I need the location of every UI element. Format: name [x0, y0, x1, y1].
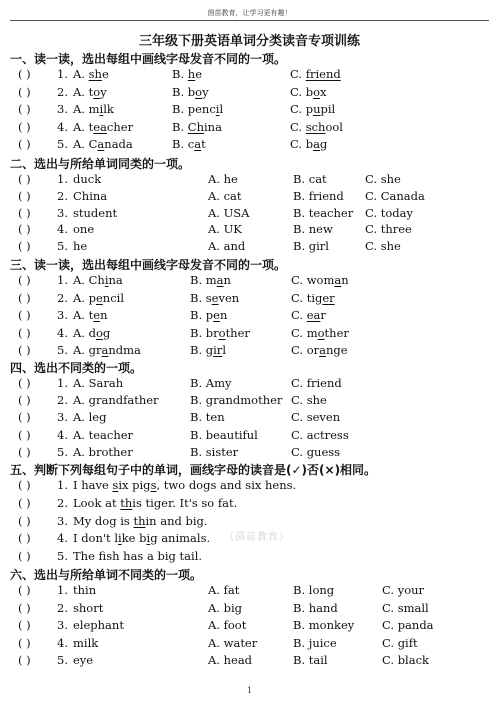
answer-parens: ( ): [18, 444, 31, 459]
answer-parens: ( ): [18, 67, 31, 81]
answer-parens: ( ): [18, 188, 31, 203]
option-a: A. China: [73, 273, 123, 287]
option-b: B. girl: [293, 239, 329, 254]
answer-parens: ( ): [18, 290, 31, 305]
option-a: A. she: [73, 67, 109, 81]
question-row: [10, 291, 490, 308]
option-c: C. small: [382, 600, 429, 615]
answer-parens: ( ): [18, 376, 31, 390]
option-c: C. box: [290, 84, 327, 99]
sentence-underline: s: [150, 478, 157, 492]
question-row: [10, 653, 490, 670]
option-b: B. man: [190, 273, 231, 287]
option-c: C. mother: [291, 325, 349, 340]
section-1-title: 一、读一读，选出每组中画线字母发音不同的一项。: [10, 52, 287, 66]
option-c: C. black: [382, 653, 430, 668]
question-number: 2.: [57, 495, 68, 510]
answer-parens: ( ): [18, 583, 31, 597]
question-number: 4.: [57, 635, 68, 650]
section-6-title: 六、选出与所给单词不同类的一项。: [10, 568, 203, 582]
option-b-underline: e: [213, 308, 220, 322]
given-word: duck: [73, 172, 102, 186]
option-c: C. gift: [382, 635, 418, 650]
option-c: C. friend: [291, 376, 342, 390]
question-number: 1.: [57, 478, 68, 492]
option-c: C. friend: [290, 67, 341, 81]
question-number: 5.: [57, 444, 68, 459]
answer-parens: ( ): [18, 222, 31, 237]
option-b-underline: Ch: [187, 119, 204, 134]
option-c-underline: o: [313, 84, 320, 99]
question-row: [10, 137, 490, 154]
option-a: A. UK: [208, 222, 242, 237]
question-row: [10, 326, 490, 343]
question-number: 3.: [57, 513, 68, 528]
answer-parens: ( ): [18, 410, 31, 425]
option-b: B. tail: [293, 653, 328, 668]
question-number: 2.: [57, 84, 68, 99]
option-c: C. actress: [291, 427, 349, 442]
question-number: 1.: [57, 273, 68, 287]
option-a: A. cat: [208, 188, 242, 203]
question-number: 5.: [57, 653, 68, 668]
given-word: China: [73, 188, 108, 203]
question-number: 5.: [57, 549, 68, 564]
option-b: B. beautiful: [190, 427, 258, 442]
question-row: [10, 478, 490, 495]
option-a: A. head: [208, 653, 253, 668]
option-a: A. ten: [73, 308, 108, 322]
answer-parens: ( ): [18, 635, 31, 650]
answer-parens: ( ): [18, 495, 31, 510]
question-row: [10, 343, 490, 360]
question-number: 5.: [57, 239, 68, 254]
question-number: 1.: [57, 583, 68, 597]
answer-parens: ( ): [18, 119, 31, 134]
question-number: 4.: [57, 222, 68, 237]
option-c: C. she: [291, 393, 327, 408]
section-5-title: 五、判断下列每组句子中的单词，画线字母的读音是(✓)否(×)相同。: [10, 463, 377, 477]
answer-parens: ( ): [18, 172, 31, 186]
question-row: [10, 393, 490, 410]
question-row: [10, 273, 490, 290]
option-a: A. leg: [73, 410, 107, 425]
option-c-underline: er: [322, 290, 335, 305]
option-b: B. cat: [293, 172, 327, 186]
option-c: C. tiger: [291, 290, 335, 305]
option-b: B. pencil: [172, 102, 224, 117]
answer-parens: ( ): [18, 600, 31, 615]
option-a: A. teacher: [73, 119, 134, 134]
page-header: 茵苗教育，让学习更有趣！: [207, 9, 292, 17]
option-c: C. she: [365, 239, 401, 254]
option-a: A. fat: [208, 583, 240, 597]
answer-parens: ( ): [18, 393, 31, 408]
question-row: [10, 410, 490, 427]
question-number: 1.: [57, 376, 68, 390]
given-word: student: [73, 205, 118, 220]
option-a-underline: o: [95, 325, 103, 340]
question-number: 5.: [57, 343, 68, 357]
option-a-underline: i: [99, 102, 104, 117]
question-row: [10, 618, 490, 635]
question-row: [10, 601, 490, 618]
option-a: A. water: [208, 635, 258, 650]
question-number: 1.: [57, 172, 68, 186]
section-2-title: 二、选出与所给单词同类的一项。: [10, 157, 191, 171]
option-b-underline: h: [187, 67, 196, 81]
question-number: 2.: [57, 393, 68, 408]
answer-parens: ( ): [18, 478, 31, 492]
option-a: A. grandfather: [73, 393, 159, 408]
option-c-underline: u: [313, 102, 321, 117]
given-word: one: [73, 222, 95, 237]
option-b: B. new: [293, 222, 333, 237]
question-number: 1.: [57, 67, 68, 81]
option-b: B. teacher: [293, 205, 354, 220]
option-c: C. today: [365, 205, 413, 220]
option-a: A. Sarah: [73, 376, 124, 390]
option-b-underline: i: [215, 102, 220, 117]
question-number: 4.: [57, 427, 68, 442]
question-number: 3.: [57, 102, 68, 117]
option-a-underline: a: [101, 343, 109, 357]
sentence: I have six pigs, two dogs and six hens.: [73, 478, 297, 492]
question-row: [10, 189, 490, 206]
question-row: [10, 120, 490, 137]
answer-parens: ( ): [18, 549, 31, 564]
given-word: milk: [73, 635, 99, 650]
question-number: 4.: [57, 531, 68, 546]
option-a-underline: sh: [88, 67, 102, 81]
option-c-underline: a: [319, 343, 326, 357]
question-row: [10, 102, 490, 119]
question-row: [10, 239, 490, 256]
option-c: C. guess: [291, 444, 341, 459]
option-c: C. woman: [291, 273, 349, 287]
answer-parens: ( ): [18, 273, 31, 287]
option-a: A. Canada: [73, 137, 133, 152]
option-c: C. your: [382, 583, 425, 597]
option-b-underline: ir: [213, 343, 223, 357]
option-c: C. three: [365, 222, 412, 237]
option-c: C. seven: [291, 410, 341, 425]
question-number: 3.: [57, 410, 68, 425]
page-number: 1: [246, 686, 253, 695]
option-b: B. long: [293, 583, 335, 597]
sentence-underline: i: [146, 531, 151, 546]
option-b: B. sister: [190, 444, 239, 459]
option-a: A. USA: [208, 205, 250, 220]
answer-parens: ( ): [18, 653, 31, 668]
option-a: A. dog: [73, 325, 111, 340]
option-b-underline: a: [194, 137, 202, 152]
question-row: [10, 376, 490, 393]
option-a: A. milk: [73, 102, 114, 117]
option-a: A. pencil: [73, 290, 124, 305]
answer-parens: ( ): [18, 513, 31, 528]
option-b: B. juice: [293, 635, 337, 650]
option-b-underline: o: [218, 325, 226, 340]
question-row: [10, 67, 490, 84]
option-b: B. girl: [190, 343, 226, 357]
answer-parens: ( ): [18, 325, 31, 340]
option-c: C. school: [290, 119, 343, 134]
question-row: [10, 496, 490, 513]
sentence: Look at this tiger. It's so fat.: [73, 495, 238, 510]
option-a-underline: ea: [93, 119, 107, 134]
given-word: eye: [73, 653, 94, 668]
option-a: A. teacher: [73, 427, 134, 442]
option-a-underline: i: [104, 273, 109, 287]
option-b: B. he: [172, 67, 202, 81]
option-b: B. monkey: [293, 618, 355, 633]
option-b: B. cat: [172, 137, 206, 152]
sentence: I don't like big animals.: [73, 531, 211, 546]
sentence-underline: s: [112, 478, 119, 492]
question-row: [10, 445, 490, 462]
option-c: C. bag: [290, 137, 328, 152]
given-word: short: [73, 600, 104, 615]
question-number: 4.: [57, 119, 68, 134]
option-a-underline: a: [97, 137, 105, 152]
option-b: B. boy: [172, 84, 209, 99]
option-c: C. Canada: [365, 188, 425, 203]
question-row: [10, 428, 490, 445]
answer-parens: ( ): [18, 427, 31, 442]
option-b: B. grandmother: [190, 393, 283, 408]
option-c-underline: friend: [305, 67, 341, 81]
answer-parens: ( ): [18, 102, 31, 117]
header-rule: [10, 20, 489, 21]
answer-parens: ( ): [18, 137, 31, 152]
option-c-underline: o: [317, 325, 325, 340]
option-c-underline: a: [313, 137, 320, 152]
sentence: The fish has a big tail.: [73, 549, 203, 564]
answer-parens: ( ): [18, 343, 31, 357]
answer-parens: ( ): [18, 205, 31, 220]
answer-parens: ( ): [18, 531, 31, 546]
option-c-underline: sch: [305, 119, 326, 134]
option-a-underline: e: [93, 308, 101, 322]
option-a: A. he: [208, 172, 238, 186]
question-row: [10, 549, 490, 566]
option-b: B. Amy: [190, 376, 232, 390]
option-b-underline: e: [211, 290, 219, 305]
option-a: A. brother: [73, 444, 133, 459]
question-row: [10, 172, 490, 189]
option-a: A. foot: [208, 618, 247, 633]
sentence-underline: i: [118, 531, 122, 546]
option-b: B. seven: [190, 290, 240, 305]
sentence-underline: th: [120, 495, 133, 510]
question-number: 2.: [57, 600, 68, 615]
option-a-underline: e: [95, 290, 103, 305]
given-word: thin: [73, 583, 97, 597]
question-row: [10, 85, 490, 102]
option-b: B. ten: [190, 410, 225, 425]
question-number: 2.: [57, 290, 68, 305]
sentence: My dog is thin and big.: [73, 513, 208, 528]
option-a: A. and: [208, 239, 246, 254]
option-a-underline: o: [93, 84, 101, 99]
option-c: C. orange: [291, 343, 348, 357]
option-a: A. big: [208, 600, 243, 615]
question-row: [10, 222, 490, 239]
option-c-underline: ea: [306, 308, 321, 322]
question-row: [10, 636, 490, 653]
option-b: B. friend: [293, 188, 344, 203]
option-a: A. toy: [73, 84, 107, 99]
question-number: 3.: [57, 308, 68, 322]
option-c: C. panda: [382, 618, 434, 633]
given-word: he: [73, 239, 88, 254]
option-b: B. brother: [190, 325, 250, 340]
answer-parens: ( ): [18, 84, 31, 99]
question-number: 3.: [57, 618, 68, 633]
question-number: 2.: [57, 188, 68, 203]
question-number: 3.: [57, 205, 68, 220]
given-word: elephant: [73, 618, 124, 633]
option-b-underline: o: [195, 84, 203, 99]
page-title: 三年级下册英语单词分类读音专项训练: [138, 34, 360, 49]
section-3-title: 三、读一读，选出每组中画线字母发音不同的一项。: [10, 258, 287, 272]
option-b: B. pen: [190, 308, 228, 322]
answer-parens: ( ): [18, 308, 31, 322]
option-a: A. grandma: [73, 343, 141, 357]
option-c-underline: a: [334, 273, 342, 287]
question-row: [10, 308, 490, 325]
sentence-underline: th: [133, 513, 146, 528]
option-c: C. she: [365, 172, 401, 186]
answer-parens: ( ): [18, 239, 31, 254]
option-c: C. pupil: [290, 102, 336, 117]
option-b-underline: a: [216, 273, 224, 287]
watermark: （茵苗教育）: [224, 532, 290, 543]
option-b: B. China: [172, 119, 222, 134]
option-c: C. ear: [291, 308, 326, 322]
option-b: B. hand: [293, 600, 338, 615]
question-number: 5.: [57, 137, 68, 152]
question-row: [10, 583, 490, 600]
question-row: [10, 206, 490, 223]
question-number: 4.: [57, 325, 68, 340]
section-4-title: 四、选出不同类的一项。: [10, 361, 143, 375]
answer-parens: ( ): [18, 618, 31, 633]
